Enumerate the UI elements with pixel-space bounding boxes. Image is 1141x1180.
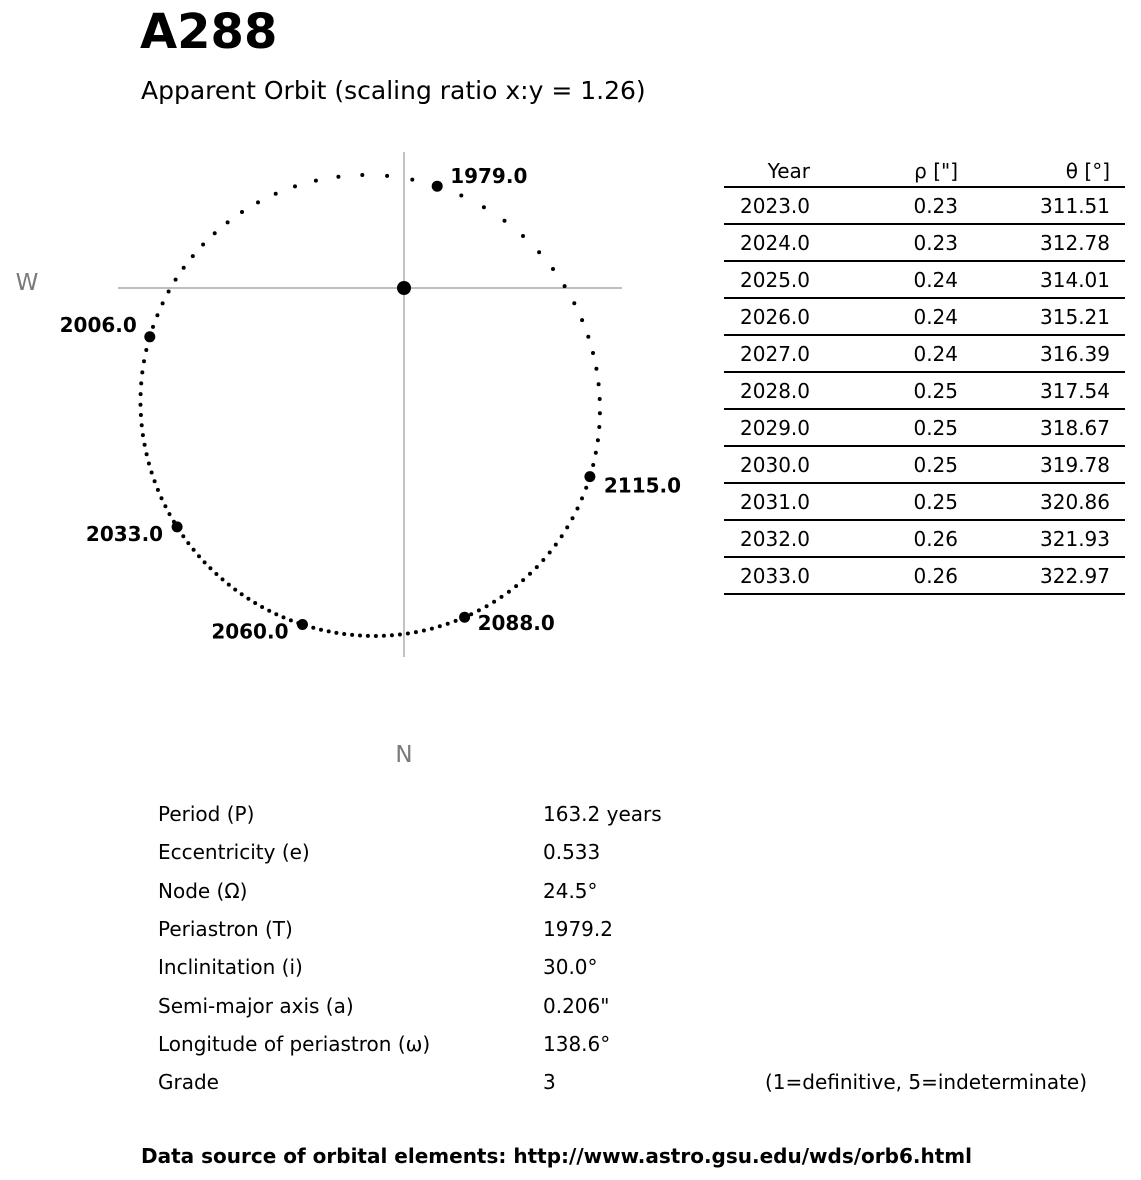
cell-year: 2023.0 xyxy=(740,193,810,218)
orbit-dot xyxy=(214,572,218,576)
orbit-dot xyxy=(482,205,486,209)
orbit-dot xyxy=(580,318,584,322)
page-title: A288 xyxy=(140,4,278,60)
element-value: 1979.2 xyxy=(543,917,613,942)
epoch-marker-dot xyxy=(297,619,308,630)
orbit-dot xyxy=(274,612,278,616)
orbit-dot xyxy=(327,629,331,633)
element-label: Eccentricity (e) xyxy=(158,840,310,865)
primary-star-marker xyxy=(397,281,411,295)
orbit-dot xyxy=(584,486,588,490)
orbit-dot xyxy=(500,595,504,599)
orbit-dot xyxy=(485,604,489,608)
orbit-dot xyxy=(144,348,148,352)
orbit-dot xyxy=(208,566,212,570)
list-item xyxy=(158,1025,1087,1063)
orbit-dot xyxy=(360,173,364,177)
orbit-dot xyxy=(507,590,511,594)
orbit-dot xyxy=(314,179,318,183)
cell-year: 2028.0 xyxy=(740,378,810,403)
element-label: Periastron (T) xyxy=(158,917,293,942)
cell-rho: 0.24 xyxy=(913,341,958,366)
orbit-dot xyxy=(311,626,315,630)
cell-year: 2026.0 xyxy=(740,304,810,329)
orbit-dot xyxy=(446,622,450,626)
orbit-dot xyxy=(246,597,250,601)
element-label: Inclinitation (i) xyxy=(158,955,303,980)
orbit-dot xyxy=(528,572,532,576)
orbit-dot xyxy=(503,219,507,223)
west-direction-label: W xyxy=(15,270,39,296)
cell-theta: 318.67 xyxy=(1040,415,1110,440)
element-label: Grade xyxy=(158,1070,219,1095)
cell-theta: 315.21 xyxy=(1040,304,1110,329)
orbit-dot xyxy=(160,496,164,500)
orbit-dot xyxy=(563,284,567,288)
element-note: (1=definitive, 5=indeterminate) xyxy=(765,1070,1088,1095)
orbit-dot xyxy=(414,630,418,634)
north-direction-label: N xyxy=(395,742,413,768)
cell-theta: 322.97 xyxy=(1040,563,1110,588)
orbit-dot xyxy=(256,200,260,204)
orbit-dot xyxy=(336,175,340,179)
orbit-dot xyxy=(240,592,244,596)
orbit-dot xyxy=(594,367,598,371)
orbit-dot xyxy=(586,335,590,339)
orbit-dot xyxy=(213,231,217,235)
orbit-dot xyxy=(422,629,426,633)
orbit-dot xyxy=(597,382,601,386)
orbit-dot xyxy=(139,403,143,407)
cell-year: 2025.0 xyxy=(740,267,810,292)
orbit-dot xyxy=(374,634,378,638)
orbit-dot xyxy=(143,443,147,447)
table-row xyxy=(724,224,1125,261)
orbit-dot xyxy=(591,463,595,467)
table-row xyxy=(724,335,1125,372)
cell-theta: 321.93 xyxy=(1040,526,1110,551)
orbit-dot xyxy=(334,631,338,635)
orbit-dot xyxy=(141,433,145,437)
element-label: Longitude of periastron (ω) xyxy=(158,1031,431,1056)
cell-year: 2033.0 xyxy=(740,563,810,588)
orbit-dot xyxy=(163,504,167,508)
orbit-dot xyxy=(390,633,394,637)
orbit-dot xyxy=(147,462,151,466)
apparent-orbit-plot xyxy=(0,0,710,800)
orbit-dot xyxy=(197,554,201,558)
table-row xyxy=(724,187,1125,224)
list-item xyxy=(158,872,1087,910)
orbit-dot xyxy=(192,548,196,552)
orbit-dot xyxy=(598,411,602,415)
cell-rho: 0.25 xyxy=(913,378,958,403)
cell-rho: 0.26 xyxy=(913,563,958,588)
orbit-dot xyxy=(598,397,602,401)
orbit-dot xyxy=(203,560,207,564)
table-row xyxy=(724,261,1125,298)
orbit-dot xyxy=(541,558,545,562)
orbit-dot xyxy=(140,370,144,374)
table-row xyxy=(724,483,1125,520)
cell-year: 2027.0 xyxy=(740,341,810,366)
cell-rho: 0.23 xyxy=(913,193,958,218)
orbit-dot xyxy=(535,565,539,569)
cell-rho: 0.23 xyxy=(913,230,958,255)
orbit-dot xyxy=(438,624,442,628)
orbit-dot xyxy=(153,479,157,483)
epoch-marker-label: 2006.0 xyxy=(59,312,137,337)
element-label: Node (Ω) xyxy=(158,878,248,903)
page-subtitle: Apparent Orbit (scaling ratio x:y = 1.26) xyxy=(141,76,646,105)
orbit-dot xyxy=(151,325,155,329)
cell-rho: 0.25 xyxy=(913,452,958,477)
orbit-dot xyxy=(591,351,595,355)
orbit-dot xyxy=(548,551,552,555)
orbit-dot xyxy=(382,634,386,638)
cell-year: 2030.0 xyxy=(740,452,810,477)
orbit-dot xyxy=(551,267,555,271)
table-row xyxy=(724,372,1125,409)
orbit-dot xyxy=(156,488,160,492)
orbit-dot xyxy=(537,250,541,254)
epoch-marker-dot xyxy=(172,521,183,532)
cell-rho: 0.26 xyxy=(913,526,958,551)
orbit-dot xyxy=(167,290,171,294)
orbit-dot xyxy=(596,438,600,442)
cell-theta: 314.01 xyxy=(1040,267,1110,292)
orbit-dot xyxy=(565,525,569,529)
epoch-marker-label: 2060.0 xyxy=(211,619,289,644)
list-item xyxy=(158,986,1087,1024)
orbit-dot xyxy=(289,618,293,622)
col-header-theta: θ [°] xyxy=(1065,159,1110,183)
list-item xyxy=(158,910,1087,948)
epoch-marker-label: 2115.0 xyxy=(603,473,682,498)
cell-theta: 311.51 xyxy=(1040,193,1110,218)
cell-theta: 320.86 xyxy=(1040,489,1110,514)
orbit-dot xyxy=(521,234,525,238)
element-value: 0.533 xyxy=(543,840,601,865)
orbit-dot xyxy=(560,534,564,538)
orbit-dot xyxy=(492,600,496,604)
orbit-dot xyxy=(406,632,410,636)
orbit-dot xyxy=(139,381,143,385)
epoch-marker-dot xyxy=(432,181,443,192)
orbit-dot xyxy=(253,601,257,605)
orbit-dot xyxy=(274,192,278,196)
table-header-row xyxy=(724,156,1125,187)
orbit-dot xyxy=(358,634,362,638)
orbit-dot xyxy=(139,392,143,396)
orbit-dot xyxy=(139,413,143,417)
cell-rho: 0.24 xyxy=(913,304,958,329)
orbital-elements-list xyxy=(158,795,1087,1101)
orbit-dot xyxy=(398,633,402,637)
data-source-note: Data source of orbital elements: http://www.astro.gsu.edu/wds/orb6.html xyxy=(141,1144,972,1168)
element-value: 138.6° xyxy=(543,1031,611,1056)
orbit-dot xyxy=(182,266,186,270)
orbit-dot xyxy=(554,543,558,547)
orbit-dot xyxy=(226,220,230,224)
orbit-dot xyxy=(454,619,458,623)
orbit-dot xyxy=(267,609,271,613)
orbit-dot xyxy=(514,584,518,588)
cell-year: 2024.0 xyxy=(740,230,810,255)
list-item xyxy=(158,948,1087,986)
orbit-dot xyxy=(293,184,297,188)
element-label: Period (P) xyxy=(158,802,255,827)
orbit-dot xyxy=(572,301,576,305)
element-value: 0.206" xyxy=(543,993,610,1018)
epoch-marker-dot xyxy=(144,331,155,342)
list-item xyxy=(158,1063,1087,1101)
col-header-rho: ρ ["] xyxy=(914,159,958,183)
orbit-dot xyxy=(580,496,584,500)
orbit-dot xyxy=(576,507,580,511)
orbit-dot xyxy=(181,534,185,538)
epoch-marker-label: 2088.0 xyxy=(477,611,555,636)
table-row xyxy=(724,557,1125,594)
orbit-dot xyxy=(227,583,231,587)
orbit-dot xyxy=(161,301,165,305)
list-item xyxy=(158,833,1087,871)
epoch-marker-dot xyxy=(459,612,470,623)
orbit-dot xyxy=(240,210,244,214)
orbit-dot xyxy=(201,243,205,247)
cell-theta: 312.78 xyxy=(1040,230,1110,255)
element-value: 24.5° xyxy=(543,878,598,903)
orbit-dot xyxy=(594,451,598,455)
orbit-dot xyxy=(459,194,463,198)
orbit-dot xyxy=(191,254,195,258)
cell-theta: 319.78 xyxy=(1040,452,1110,477)
col-header-year: Year xyxy=(767,159,810,183)
cell-theta: 316.39 xyxy=(1040,341,1110,366)
orbit-dot xyxy=(155,313,159,317)
cell-year: 2031.0 xyxy=(740,489,810,514)
orbit-dot xyxy=(174,278,178,282)
table-row xyxy=(724,409,1125,446)
list-item xyxy=(158,795,1087,833)
epoch-marker-label: 1979.0 xyxy=(450,164,528,189)
orbit-dot xyxy=(571,516,575,520)
element-value: 163.2 years xyxy=(543,802,662,827)
orbit-dot xyxy=(521,578,525,582)
cell-rho: 0.24 xyxy=(913,267,958,292)
cell-theta: 317.54 xyxy=(1040,378,1110,403)
cell-rho: 0.25 xyxy=(913,415,958,440)
table-row xyxy=(724,520,1125,557)
orbit-dot xyxy=(233,588,237,592)
element-value: 30.0° xyxy=(543,955,598,980)
orbit-dot xyxy=(221,577,225,581)
epoch-marker-dot xyxy=(584,471,595,482)
ephemeris-table xyxy=(724,156,1125,595)
element-label: Semi-major axis (a) xyxy=(158,993,354,1018)
orbit-dot xyxy=(350,633,354,637)
orbit-dot xyxy=(142,359,146,363)
orbit-dot xyxy=(597,425,601,429)
orbit-dot xyxy=(366,634,370,638)
orbit-dot xyxy=(342,632,346,636)
orbit-dot xyxy=(150,471,154,475)
orbit-dot xyxy=(145,452,149,456)
orbit-dot xyxy=(430,627,434,631)
orbit-dot xyxy=(168,512,172,516)
orbit-dot xyxy=(260,605,264,609)
table-row xyxy=(724,446,1125,483)
epoch-marker-label: 2033.0 xyxy=(85,521,164,546)
cell-rho: 0.25 xyxy=(913,489,958,514)
orbit-dot xyxy=(186,541,190,545)
element-value: 3 xyxy=(543,1070,556,1095)
orbit-dot xyxy=(140,423,144,427)
orbit-dot xyxy=(410,178,414,182)
cell-year: 2029.0 xyxy=(740,415,810,440)
table-row xyxy=(724,298,1125,335)
orbit-dot xyxy=(385,174,389,178)
cell-year: 2032.0 xyxy=(740,526,810,551)
orbit-dot xyxy=(319,628,323,632)
